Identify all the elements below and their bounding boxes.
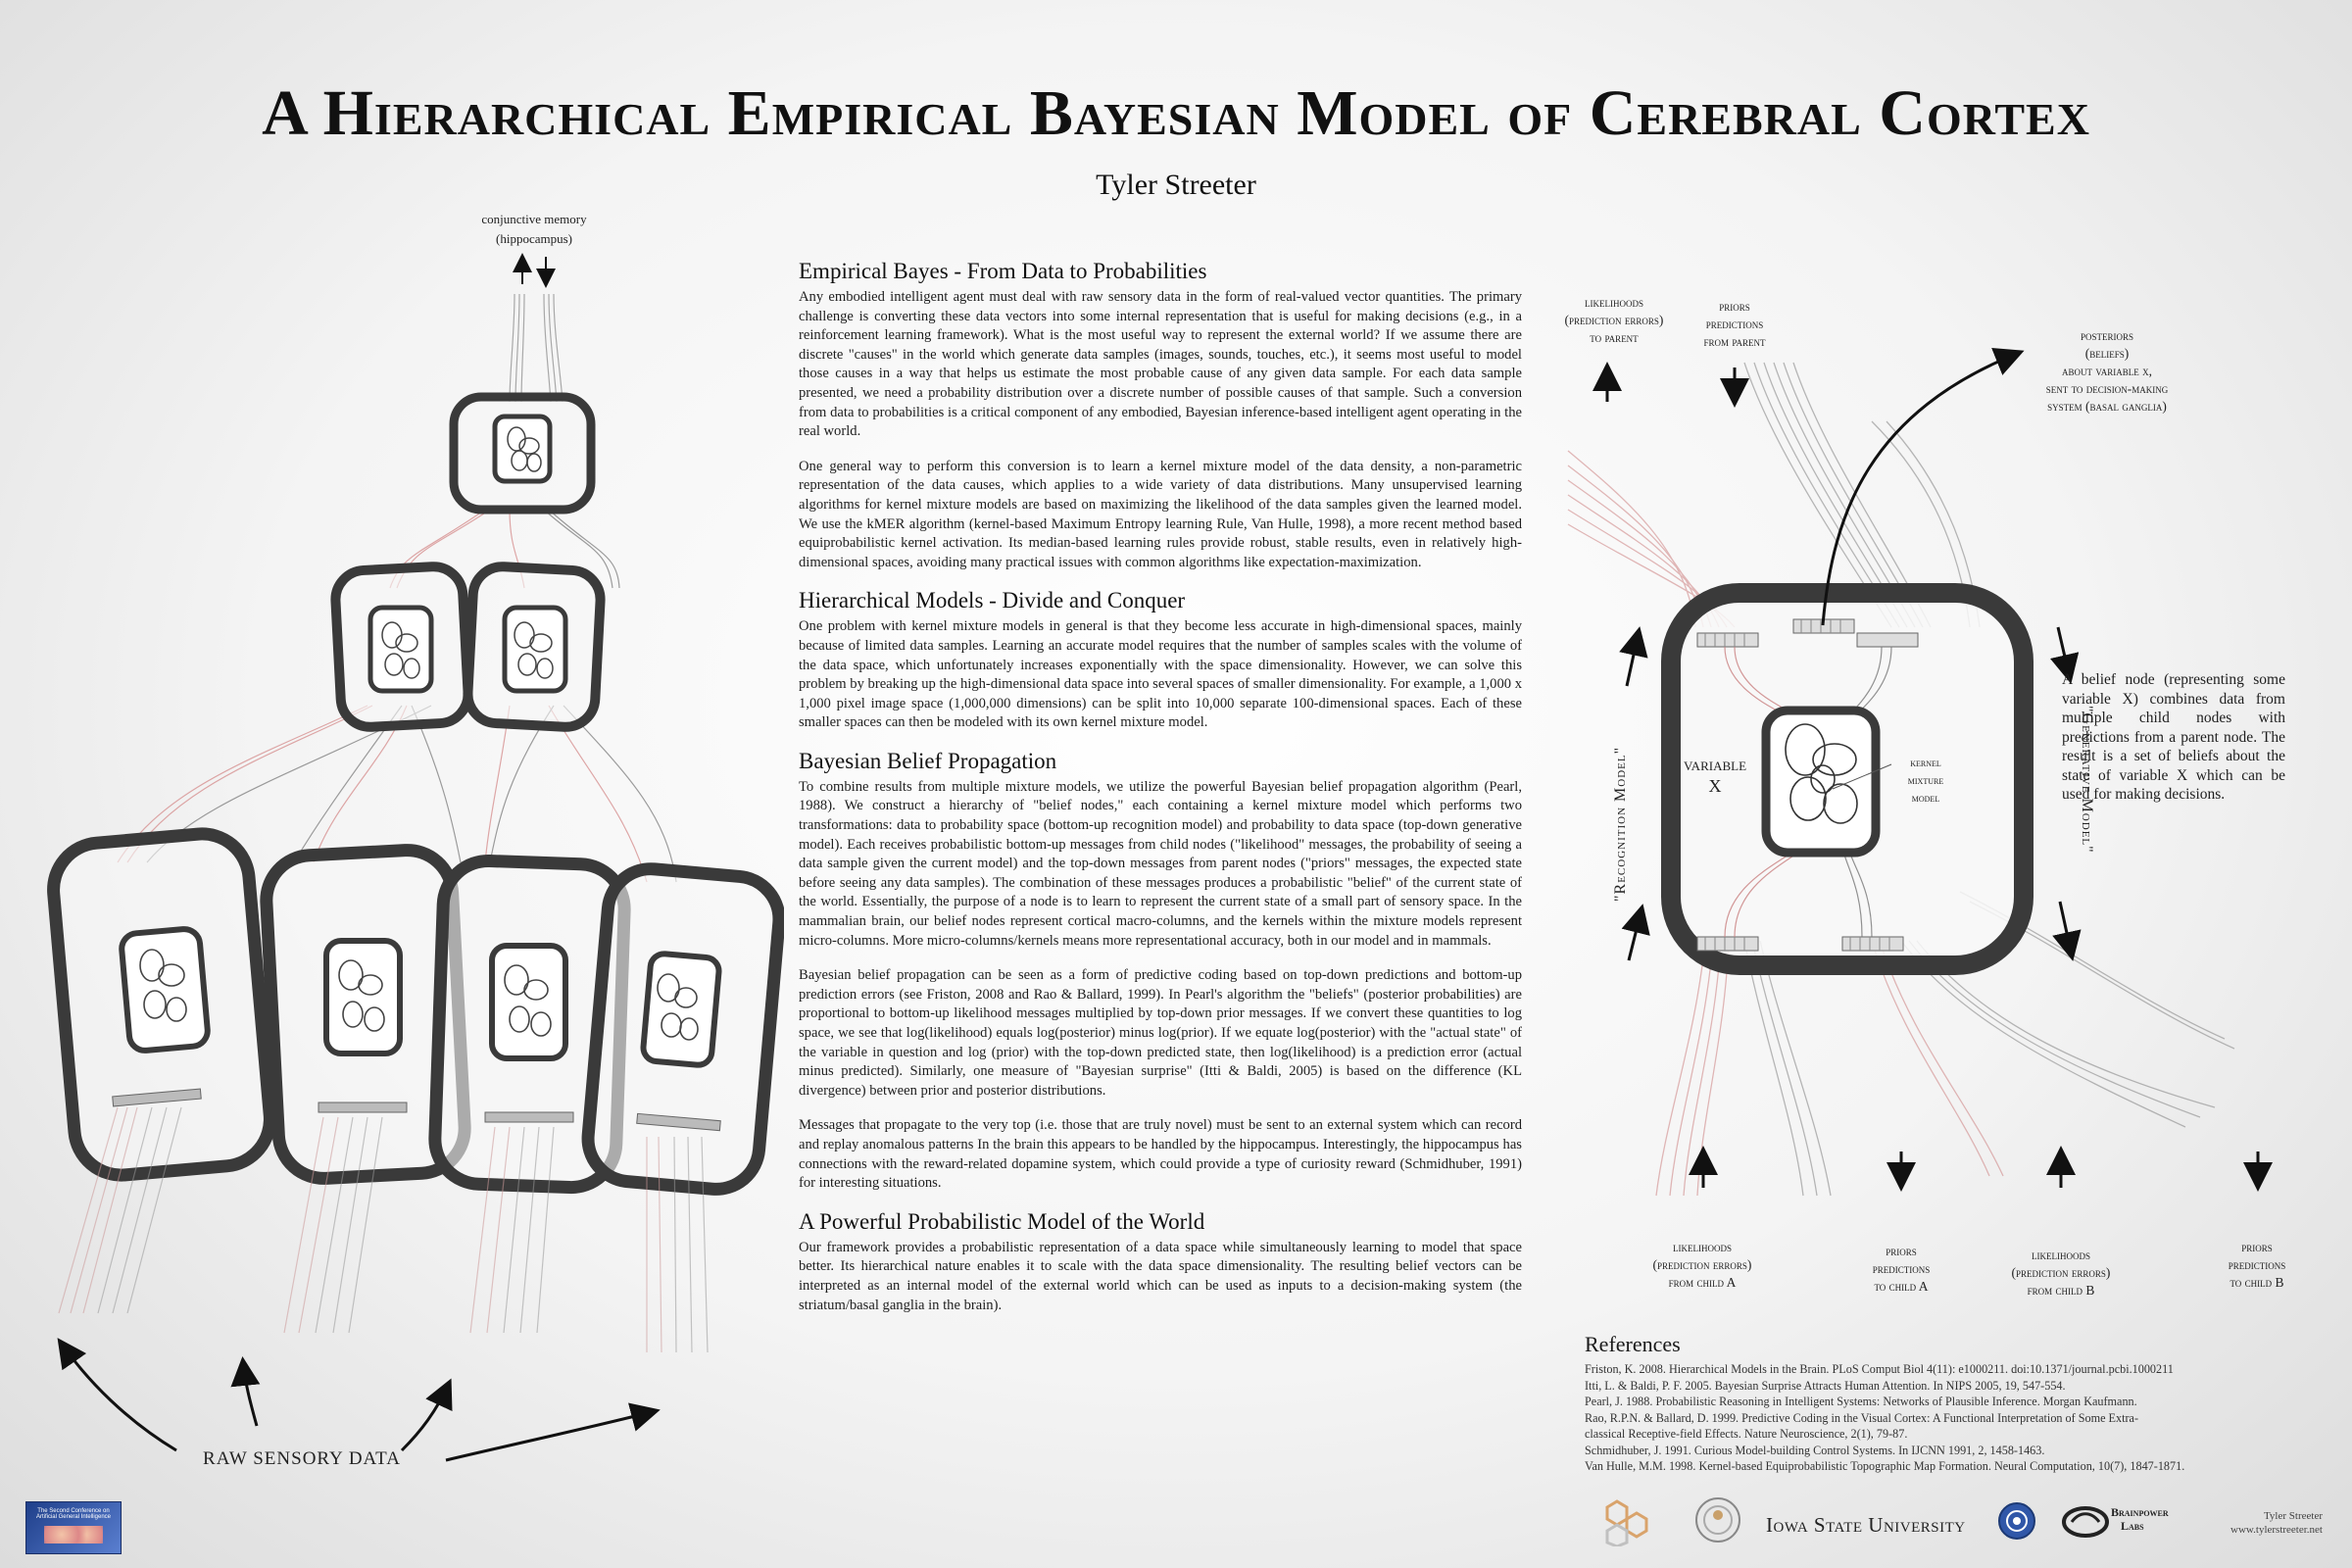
references [1585,1332,2271,1475]
kernel-mixture-model [1766,710,1891,853]
likelihoods-from-child-a-label: likelihoods (prediction errors) from child A [1652,1240,1752,1290]
paragraph: Our framework provides a probabilistic representation of a data space while simultaneously learning to model that space better. Its hierarchical nature enables it to scale with the data space dimensionality. The resulting belief vectors can be interpreted as an internal model of the external world which can be used as inputs to a decision-making system (the striatum/basal ganglia in the brain). [799,1239,1522,1313]
paragraph: Bayesian belief propagation can be seen as a form of predictive coding based on top-down predictions and bottom-up prediction errors (see Friston, 2008 and Rao & Ballard, 1999). In Pearl's algorithm the "beliefs" (posterior probabilities) are proportional to bottom-up likelihood messages multiplied by top-down prior messages. If we convert these quantities to log space, we see that log(likelihood) equals log(posterior) minus log(prior). If we equate log(posterior) with the "actual state" of the variable in question and log (prior) with the top-down predicted state, then log(likelihood) is a prediction error (actual minus predicted). Similarly, one measure of "Bayesian surprise" (Itti & Baldi, 2005) is based on the difference (KL divergence) between prior and posterior distributions. [799,967,1522,1099]
raw-sensory-data-label: RAW SENSORY DATA [203,1448,401,1469]
priors-to-child-a-label: priors predictions to child A [1872,1244,1931,1294]
recognition-arrow-bottom [1629,909,1642,960]
brainpower-logo-icon [2062,1505,2109,1539]
brainpower-logo-text: Brainpower Labs [2111,1505,2169,1533]
recognition-model-label: "Recognition Model" [1612,746,1629,902]
section-empirical-bayes [799,259,1522,572]
emblem-logo-icon [1997,1501,2036,1541]
likelihoods-to-parent-label: likelihoods (prediction errors) to parent [1564,295,1664,345]
reference-item: Van Hulle, M.M. 1998. Kernel-based Equiprobabilistic Topographic Map Formation. Neural Computation, 10(7), 1847-1871. [1585,1459,2185,1473]
variable-label: VARIABLE [1683,759,1747,773]
hierarchy-diagram [0,0,784,1568]
poster-title: A Hierarchical Empirical Bayesian Model of Cerebral Cortex [262,77,2090,149]
generative-model-label: "Generative Model" [2079,706,2095,854]
reference-item: Itti, L. & Baldi, P. F. 2005. Bayesian Surprise Attracts Human Attention. In NIPS 2005, 19, 547-554. [1585,1378,2066,1393]
paragraph: Any embodied intelligent agent must deal with raw sensory data in the form of real-valued vector quantities. The primary challenge is converting these data vectors into some internal representation that is useful for making decisions (e.g., in a reinforcement learning framework). What is the most useful way to represent the external world? If we assume there are discrete "causes" in the world which generate data samples (images, sounds, touches, etc.), it seems most useful to model those causes in a way that helps us estimate the most probable cause of any given data sample. For each data sample presented, we need a probability distribution over a discrete number of possible causes of that sample. Such a conversion from data to probabilities is a critical component of any embodied, Bayesian inference-based intelligent agent operating in the real world. [799,289,1522,440]
reference-item: Schmidhuber, J. 1991. Curious Model-building Control Systems. In IJCNN 1991, 2, 1458-1463. [1585,1443,2045,1457]
paragraph: Messages that propagate to the very top (i.e. those that are truly novel) must be sent to an external system which can record and replay anomalous patterns In the brain this appears to be handled by the hippocampus. Interestingly, the hippocampus has connections with the reward-related dopamine system, which could provide a type of curiosity reward (Schmidhuber, 1991) for interesting situations. [799,1117,1522,1192]
kernel-label-3: model [1911,791,1940,805]
middle-belief-node-right [466,565,602,729]
conference-logo: The Second Conference on Artificial General Intelligence [25,1501,122,1554]
sensory-arrow-4 [446,1411,655,1460]
reference-item: classical Receptive-field Effects. Nature Neuroscience, 2(1), 79-87. [1585,1427,1908,1441]
section-heading: Empirical Bayes - From Data to Probabilities [799,259,1207,283]
generative-arrow-bottom [2060,902,2072,956]
recognition-arrow-top [1627,632,1639,686]
posteriors-label: posteriors (beliefs) about variable x, sent to decision-making system (basal ganglia) [2045,328,2169,414]
text-column [799,259,1522,1331]
likelihoods-from-child-b-label: likelihoods (prediction errors) from child B [2011,1248,2111,1298]
belief-node-description: A belief node (representing some variable X) combines data from multiple child nodes with predictions from a parent node. The result is a set of beliefs about the state of variable X which can be used for making decisions. [2062,671,2285,803]
hippocampus-label-line2: (hippocampus) [496,231,572,246]
reference-item: Friston, K. 2008. Hierarchical Models in the Brain. PLoS Comput Biol 4(11): e1000211. doi:10.1371/journal.pcbi.1000211 [1585,1362,2174,1376]
priors-to-child-b-label: priors predictions to child B [2228,1240,2286,1290]
section-heading: Bayesian Belief Propagation [799,748,1057,773]
section-heading: A Powerful Probabilistic Model of the World [799,1208,1205,1234]
reference-item: Pearl, J. 1988. Probabilistic Reasoning in Intelligent Systems: Networks of Plausible Inference. Morgan Kaufmann. [1585,1395,2137,1408]
university-logo: Iowa State University [1766,1513,1966,1537]
section-probabilistic-model [799,1209,1522,1315]
paragraph: One general way to perform this conversion is to learn a kernel mixture model of the data density, a non-parametric representation of the data causes, which applies to a wide variety of data distributions. Many unsupervised learning algorithms for kernel mixture models are based on maximizing the likelihood of the data samples given the learned model. We use the kMER algorithm (kernel-based Maximum Entropy learning Rule, Van Hulle, 1998), a more recent method based equiprobabilistic kernel activation. Its median-based learning rules provide robust, stable results, even in relatively high-dimensional spaces, avoiding many practical issues with common algorithms like expectation-maximization. [799,458,1522,570]
author-name: Tyler Streeter [1096,169,1256,201]
references-heading: References [1585,1332,1681,1356]
section-hierarchical-models [799,588,1522,733]
paragraph: One problem with kernel mixture models in general is that they become less accurate in high-dimensional spaces, mainly because of limited data samples. Learning an accurate model requires that the number of samples scales with the volume of the data space, which unfortunately increases exponentially with the space dimensionality. However, we can solve this problem by breaking up the high-dimensional data space into several spaces of smaller dimensionality. For example, a 1,000 x 1,000 pixel image space (1,000,000 dimensions) can be split into 10,000 separate 100-dimensional spaces. Each of these smaller spaces can then be modeled with its own kernel mixture model. [799,618,1522,731]
hexagon-logo-icon [1592,1497,1661,1546]
sensory-arrow-3 [402,1384,449,1450]
kernel-label-2: mixture [1907,773,1944,787]
hippocampus-label-line1: conjunctive memory [481,212,587,226]
middle-belief-node-left [334,565,469,729]
kernel-label-1: kernel [1910,756,1941,769]
sensory-arrow-2 [243,1362,257,1426]
variable-symbol: X [1708,776,1722,796]
contact-info: Tyler Streeter www.tylerstreeter.net [2230,1510,2323,1536]
hands-icon [44,1526,103,1544]
sensory-arrow-1 [61,1343,176,1450]
seal-logo-icon [1693,1495,1742,1544]
priors-from-parent-label: priors predictions from parent [1703,299,1766,349]
reference-item: Rao, R.P.N. & Ballard, D. 1999. Predictive Coding in the Visual Cortex: A Functional Interpretation of Some Extra- [1585,1410,2139,1425]
bottom-belief-node-4 [584,865,782,1193]
section-heading: Hierarchical Models - Divide and Conquer [799,588,1186,613]
section-belief-propagation [799,749,1522,1194]
paragraph: To combine results from multiple mixture models, we utilize the powerful Bayesian belief propagation algorithm (Pearl, 1988). We construct a hierarchy of "belief nodes," each containing a kernel mixture model which performs two transformations: data to probability space (bottom-up recognition model) and probability to data space (top-down generative model). Each receives probabilistic bottom-up messages from child nodes ("likelihood" messages, the probability of seeing a data sample given the current model) and the top-down messages from parent nodes ("priors" messages, the expected state before seeing any data samples). The combination of these messages produces a probabilistic "belief" of the current state of the world. Essentially, the purpose of a node is to learn to represent the current state of a small part of sensory space. In the mammalian brain, our belief nodes represent cortical macro-columns, and the kernels within the mixture models represent micro-columns. More micro-columns/kernels means more representational accuracy, both in our model and in mammals. [799,778,1522,949]
top-belief-node [454,397,591,510]
